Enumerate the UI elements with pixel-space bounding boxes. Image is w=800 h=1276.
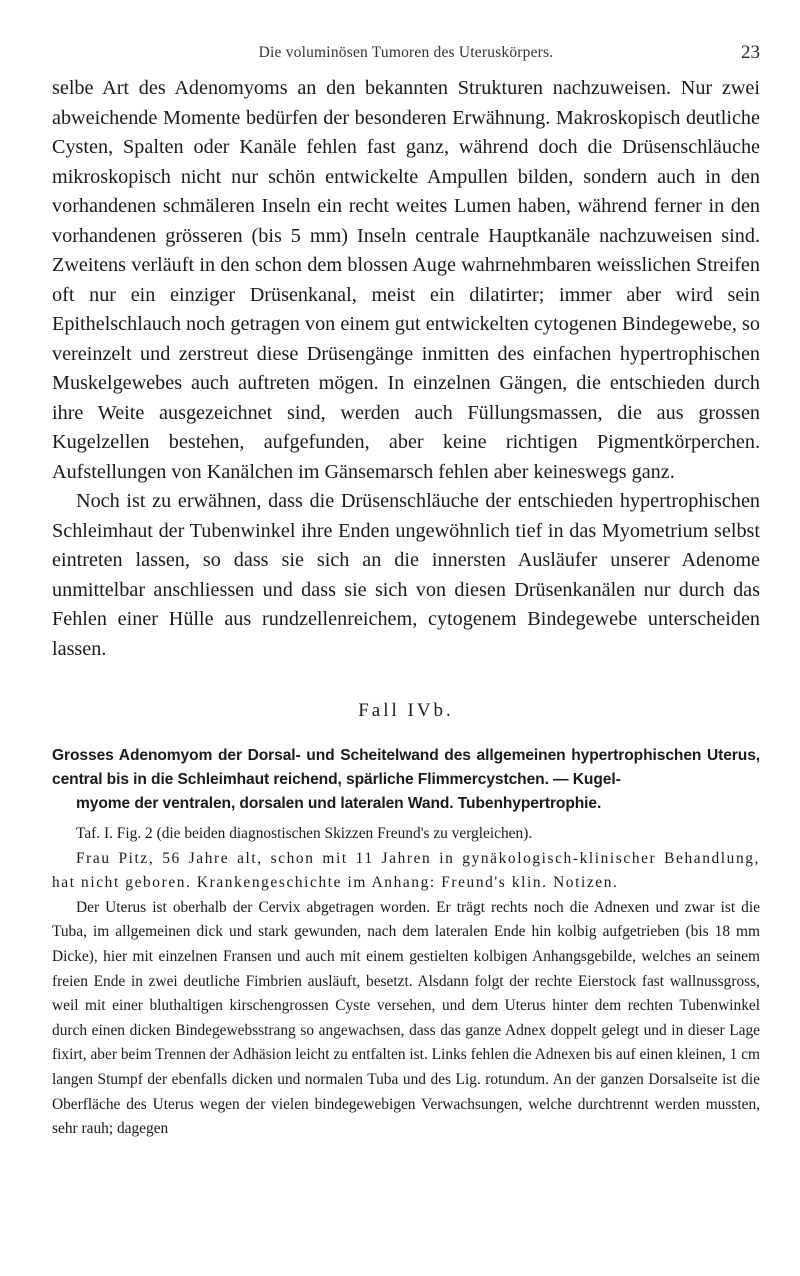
paragraph-1: selbe Art des Adenomyoms an den bekannten Strukturen nachzuweisen. Nur zwei abweichende Momente bedürfen der besonderen Erwähnung. Makroskopisch deutliche Cysten, Spalten oder Kanäle fehlen fast ganz, während doch die Drüsenschläuche mikroskopisch nicht nur schön entwickelte Ampullen bilden, sondern auch in den vorhandenen schmäleren Inseln ein recht weites Lumen haben, während ferner in den vorhandenen grösseren (bis 5 mm) Inseln centrale Hauptkanäle nachzuweisen sind. Zweitens verläuft in den schon dem blossen Auge wahrnehmbaren weisslichen Streifen oft nur ein einziger Drüsenkanal, meist ein dilatirter; immer aber wird sein Epithelschlauch noch getragen von einem gut entwickelten cytogenen Bindegewebe, so vereinzelt und zerstreut diese Drüsengänge inmitten des einfachen hypertrophischen Muskelgewebes auch auftreten mögen. In einzelnen Gängen, die entschieden durch ihre Weite ausgezeichnet sind, werden auch Füllungsmassen, die aus grossen Kugelzellen bestehen, aufgefunden, aber keine richtigen Pigmentkörperchen. Aufstellungen von Kanälchen im Gänsemarsch fehlen aber keineswegs ganz. (52, 77, 760, 483)
case-summary (52, 744, 760, 816)
running-title: Die voluminösen Tumoren des Uteruskörpers. (258, 44, 554, 61)
page-number: 23 (741, 42, 760, 63)
case-summary-line-2: myome der ventralen, dorsalen und lateralen Wand. Tubenhypertrophie. (76, 795, 602, 812)
body-text (52, 74, 760, 664)
case-heading: Fall IVb. (358, 700, 454, 721)
figure-reference: Taf. I. Fig. 2 (die beiden diagnostischen Skizzen Freund's zu vergleichen). (76, 825, 533, 842)
book-page (52, 0, 760, 1142)
running-head (52, 44, 760, 74)
case-description: Der Uterus ist oberhalb der Cervix abgetragen worden. Er trägt rechts noch die Adnexen und zwar ist die Tuba, im allgemeinen dick und stark gewunden, nach dem lateralen Ende hin kolbig aufgetrieben (bis 18 mm Dicke), hier mit einzelnen Fransen und auch mit einem gestielten kolbigen Anhangsgebilde, welches an seinem freien Ende in zwei deutliche Fimbrien ausläuft, besetzt. Alsdann folgt der rechte Eierstock fast wallnussgross, weil mit einer bluthaltigen kirschengrossen Cyste versehen, und dem Uterus hinter dem rechten Tubenwinkel durch einen dicken Bindegewebsstrang so angewachsen, dass das ganze Adnex doppelt gelegt und in dieser Lage fixirt, aber beim Trennen der Adhäsion leicht zu entfalten ist. Links fehlen die Adnexen bis auf einen kleinen, 1 cm langen Stumpf der ebenfalls dicken und normalen Tuba und des Lig. rotundum. An der ganzen Dorsalseite ist die Oberfläche des Uterus wegen der vielen bindegewebigen Verwachsungen, welche durchtrennt werden mussten, sehr rauh; dagegen (52, 898, 760, 1138)
paragraph-2: Noch ist zu erwähnen, dass die Drüsenschläuche der entschieden hypertrophischen Schleimhaut der Tubenwinkel ihre Enden ungewöhnlich tief in das Myometrium selbst eintreten lassen, so dass sie sich an die innersten Ausläufer unserer Adenome unmittelbar anschliessen und dass sie sich von diesen Drüsenkanälen nur durch das Fehlen einer Hülle aus rundzellenreichem, cytogenem Bindegewebe unterscheiden lassen. (52, 490, 760, 660)
patient-info: Frau Pitz, 56 Jahre alt, schon mit 11 Jahren in gynäkologisch-klinischer Behandlung, hat nicht geboren. Krankengeschichte im Anhang: Freund's klin. Notizen. (52, 849, 760, 892)
case-summary-line-1: Grosses Adenomyom der Dorsal- und Scheitelwand des allgemeinen hypertrophischen Uterus, central bis in die Schleimhaut reichend, spärliche Flimmercystchen. — Kugel- (52, 747, 760, 788)
